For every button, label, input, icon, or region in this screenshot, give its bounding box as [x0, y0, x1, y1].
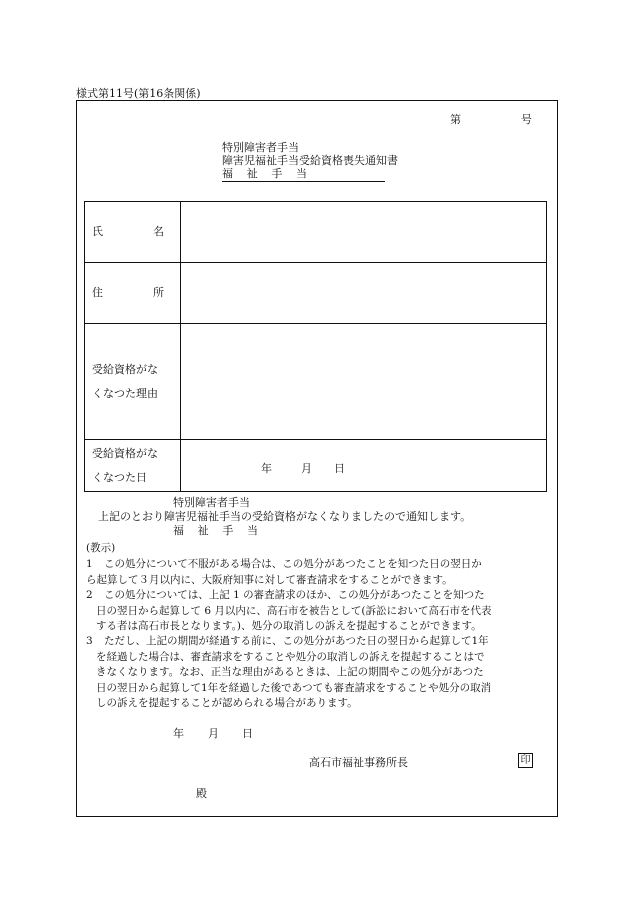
notice-item-3: 3 ただし、上記の期間が経過する前に、この処分があつた日の翌日から起算して1年 を経過した場合は、審査請求をすることや処分の取消しの訴えを提起することはで きなくなります。なお、正当な理由があるときは、上記の期間やこの処分があつた 日の翌日から起算して1年を経過した後であつても審査請求をすることや処分の取消 しの訴えを提起することが認められる場合があります。: [86, 635, 492, 709]
issuer-name: 高石市福祉事務所長: [309, 756, 408, 769]
notice-item-2: 2 この処分については、上記 1 の審査請求のほか、この処分があつたことを知つた 日の翌日から起算して 6 月以内に、高石市を被告として(訴訟において高石市を代表 する者は高石市長となります。)、処分の取消しの訴えを提起することができます。: [86, 589, 492, 632]
fields-table: [84, 201, 547, 492]
statement-allowance-bottom: 福 祉 手 当: [173, 524, 258, 537]
notice-item-1: 1 この処分について不服がある場合は、この処分があつたことを知つた日の翌日か ら起算して３月以内に、大阪府知事に対して審査請求をすることができます。: [86, 558, 482, 586]
notice-heading: (教示): [86, 542, 116, 554]
doc-number-prefix: 第: [450, 113, 461, 126]
reason-value[interactable]: [181, 324, 547, 440]
address-label: 住 所: [85, 263, 181, 324]
date-label: 受給資格がな くなつた日: [85, 440, 181, 492]
address-value[interactable]: [181, 263, 547, 324]
seal-stamp: 印: [518, 753, 533, 768]
row-address: [85, 263, 547, 324]
title-underline: [222, 181, 385, 182]
issue-date-month: 月: [208, 727, 219, 740]
title-line-3: 福 祉 手 当: [222, 167, 307, 180]
recipient-suffix: 殿: [196, 787, 207, 800]
form-number-label: 様式第11号(第16条関係): [76, 87, 201, 100]
doc-number-suffix: 号: [521, 113, 532, 126]
title-line-2: 障害児福祉手当受給資格喪失通知書: [222, 154, 398, 167]
statement-line: 上記のとおり障害児福祉手当の受給資格がなくなりましたので通知します。: [98, 510, 472, 523]
row-name: [85, 202, 547, 263]
name-value[interactable]: [181, 202, 547, 263]
title-line-1: 特別障害者手当: [222, 141, 299, 154]
issue-date-year: 年: [173, 727, 184, 740]
issue-date-day: 日: [242, 727, 253, 740]
reason-label: 受給資格がな くなつた理由: [85, 324, 181, 440]
date-value[interactable]: 年 月 日: [181, 440, 547, 492]
row-reason: [85, 324, 547, 440]
row-date: [85, 440, 547, 492]
name-label: 氏 名: [85, 202, 181, 263]
statement-allowance-top: 特別障害者手当: [173, 496, 250, 509]
